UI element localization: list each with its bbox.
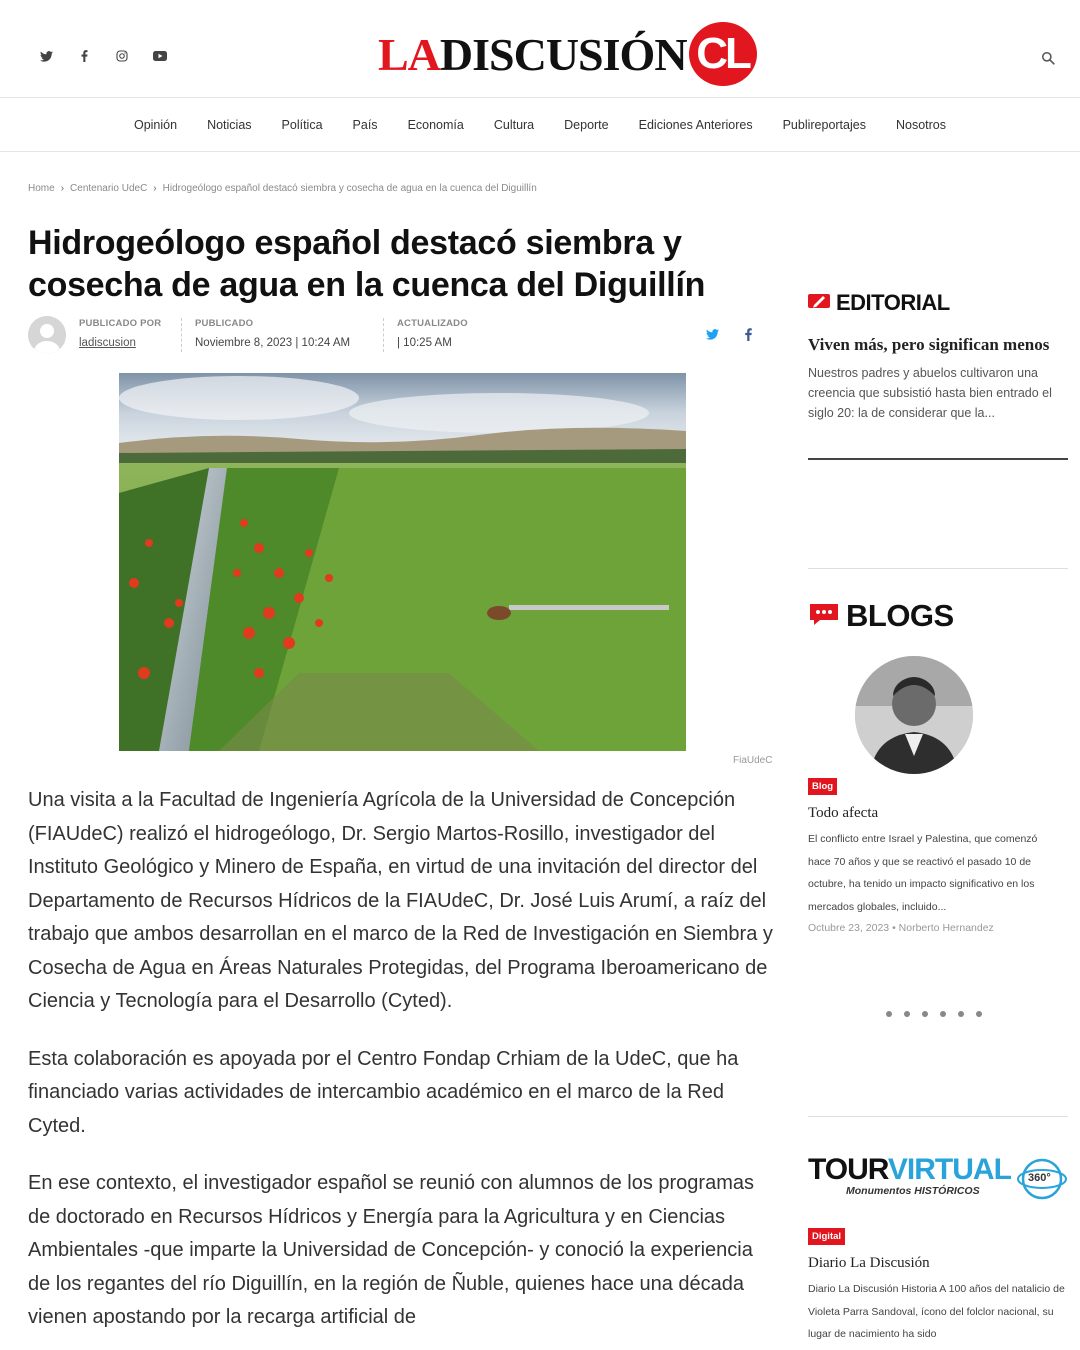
main-nav — [0, 98, 1080, 152]
updated-label: ACTUALIZADO — [397, 318, 468, 329]
blogs-title: BLOGS — [846, 598, 954, 633]
nav-item-noticias[interactable]: Noticias — [207, 117, 252, 132]
carousel-dot[interactable] — [886, 1011, 892, 1017]
blog-excerpt: El conflicto entre Israel y Palestina, que comenzó hace 70 años y que se reactivó el pasado 10 de octubre, ha tenido un impacto significativo en los mercados globales, incluido... — [808, 833, 1038, 913]
social-links — [38, 48, 168, 64]
divider — [808, 458, 1068, 460]
article-body — [28, 784, 780, 1350]
nav-item-deporte[interactable]: Deporte — [564, 117, 609, 132]
published-by-label: PUBLICADO POR — [79, 318, 162, 329]
blogs-section — [808, 598, 1068, 634]
carousel-dot[interactable] — [958, 1011, 964, 1017]
blog-title[interactable]: Todo afecta — [808, 805, 879, 821]
article-meta — [28, 316, 768, 360]
share-twitter-icon[interactable] — [706, 328, 719, 343]
author-link[interactable]: ladiscusion — [79, 337, 136, 349]
article-hero-image — [119, 373, 686, 751]
editorial-excerpt: Nuestros padres y abuelos cultivaron una creencia que subsistió hasta bien entrado el siglo 20: la de considerar que la... — [808, 366, 1052, 420]
share-facebook-icon[interactable] — [745, 328, 752, 344]
divider — [808, 568, 1068, 569]
site-header — [0, 0, 1080, 98]
updated-time: | 10:25 AM — [397, 337, 452, 349]
divider — [808, 1116, 1068, 1117]
chevron-right-icon: › — [60, 183, 65, 194]
tour-tag[interactable]: Digital — [808, 1228, 845, 1245]
meta-published — [195, 318, 350, 349]
breadcrumb-home[interactable]: Home — [28, 183, 55, 194]
carousel-dot[interactable] — [922, 1011, 928, 1017]
instagram-icon[interactable] — [114, 48, 130, 64]
editorial-heading — [808, 290, 1068, 316]
meta-separator: • — [892, 922, 896, 934]
nav-item-politica[interactable]: Política — [281, 117, 323, 132]
article-paragraph: Una visita a la Facultad de Ingeniería Agrícola de la Universidad de Concepción (FIAUdeC) realizó el hidrogeólogo, Dr. Sergio Martos-Rosillo, investigador del Instituto Geológico y Minero de España, en virtud de una invitación del director del Departamento de Recursos Hídricos de la FIAUdeC, Dr. José Luis Arumí, a raíz del trabajo que ambos desarrollan en el marco de la Red de Investigación en Siembra y Cosecha de Agua en Áreas Naturales Protegidas, del Programa Iberoamericano de Ciencia y Tecnología para el Desarrollo (Cyted). — [28, 789, 773, 1012]
pen-icon — [808, 292, 830, 315]
chevron-right-icon: › — [153, 183, 157, 194]
meta-updated — [397, 318, 468, 349]
article-paragraph: En ese contexto, el investigador español se reunió con alumnos de los programas de doctorado en Recursos Hídricos y Energía para la Agricultura y en Ciencias Ambientales -que imparte la Universidad de Concepción- y conoció la experiencia de los regantes del río Diguillín, en la región de Ñuble, quienes hace una década vienen apostando por la recarga artificial de — [28, 1172, 754, 1328]
blogs-heading — [808, 598, 1068, 634]
logo-wordmark: LADISCUSIÓN — [378, 28, 687, 80]
twitter-icon[interactable] — [38, 48, 54, 64]
nav-item-ediciones-anteriores[interactable]: Ediciones Anteriores — [638, 117, 753, 132]
blog-author-avatar[interactable] — [855, 656, 973, 774]
360-icon: 360° — [1016, 1151, 1068, 1203]
breadcrumb-section[interactable]: Centenario UdeC — [70, 183, 148, 194]
blog-tag[interactable]: Blog — [808, 778, 837, 795]
published-label: PUBLICADO — [195, 318, 254, 329]
blog-meta — [808, 922, 1068, 934]
meta-author — [79, 318, 161, 349]
breadcrumb — [28, 183, 537, 194]
editorial-section — [808, 290, 1068, 423]
carousel-dot[interactable] — [940, 1011, 946, 1017]
facebook-icon[interactable] — [76, 48, 92, 64]
article-paragraph: Esta colaboración es apoyada por el Centro Fondap Crhiam de la UdeC, que ha financiado varias actividades de intercambio académico en el marco de la Red Cyted. — [28, 1047, 739, 1137]
published-date: Noviembre 8, 2023 | 10:24 AM — [195, 337, 351, 349]
nav-item-economia[interactable]: Economía — [407, 117, 464, 132]
tour-virtual-logo[interactable] — [808, 1148, 1070, 1208]
site-logo[interactable] — [378, 22, 757, 86]
chat-icon — [808, 602, 840, 631]
tour-title[interactable]: Diario La Discusión — [808, 1255, 930, 1271]
carousel-dots — [886, 1011, 982, 1017]
breadcrumb-current: Hidrogeólogo español destacó siembra y cosecha de agua en la cuenca del Diguillín — [162, 183, 537, 194]
editorial-headline[interactable]: Viven más, pero significan menos — [808, 335, 1050, 354]
nav-item-nosotros[interactable]: Nosotros — [895, 117, 946, 132]
blog-author[interactable]: Norberto Hernandez — [898, 922, 994, 934]
youtube-icon[interactable] — [152, 48, 168, 64]
meta-divider — [181, 318, 182, 352]
blog-date: Octubre 23, 2023 — [808, 922, 890, 934]
search-icon[interactable] — [1041, 51, 1057, 67]
nav-item-publireportajes[interactable]: Publireportajes — [782, 117, 866, 132]
image-caption: FiaUdeC — [733, 755, 773, 766]
nav-item-opinion[interactable]: Opinión — [133, 117, 178, 132]
editorial-title: EDITORIAL — [836, 290, 950, 315]
carousel-dot[interactable] — [904, 1011, 910, 1017]
meta-divider — [383, 318, 384, 352]
tour-excerpt: Diario La Discusión Historia A 100 años del natalicio de Violeta Parra Sandoval, ícono del folclor nacional, su lugar de nacimiento ha sido — [808, 1283, 1065, 1340]
blog-card — [808, 776, 1068, 934]
nav-item-pais[interactable]: País — [352, 117, 378, 132]
carousel-dot[interactable] — [976, 1011, 982, 1017]
author-avatar[interactable] — [28, 316, 66, 354]
logo-badge: CL — [689, 22, 757, 86]
tour-virtual-subtitle: Monumentos HISTÓRICOS — [846, 1185, 980, 1197]
tour-card — [808, 1226, 1068, 1346]
article-title: Hidrogeólogo español destacó siembra y cosecha de agua en la cuenca del Diguillín — [28, 224, 706, 304]
tour-virtual-wordmark: TOURVIRTUAL — [808, 1153, 1011, 1186]
nav-item-cultura[interactable]: Cultura — [493, 117, 535, 132]
